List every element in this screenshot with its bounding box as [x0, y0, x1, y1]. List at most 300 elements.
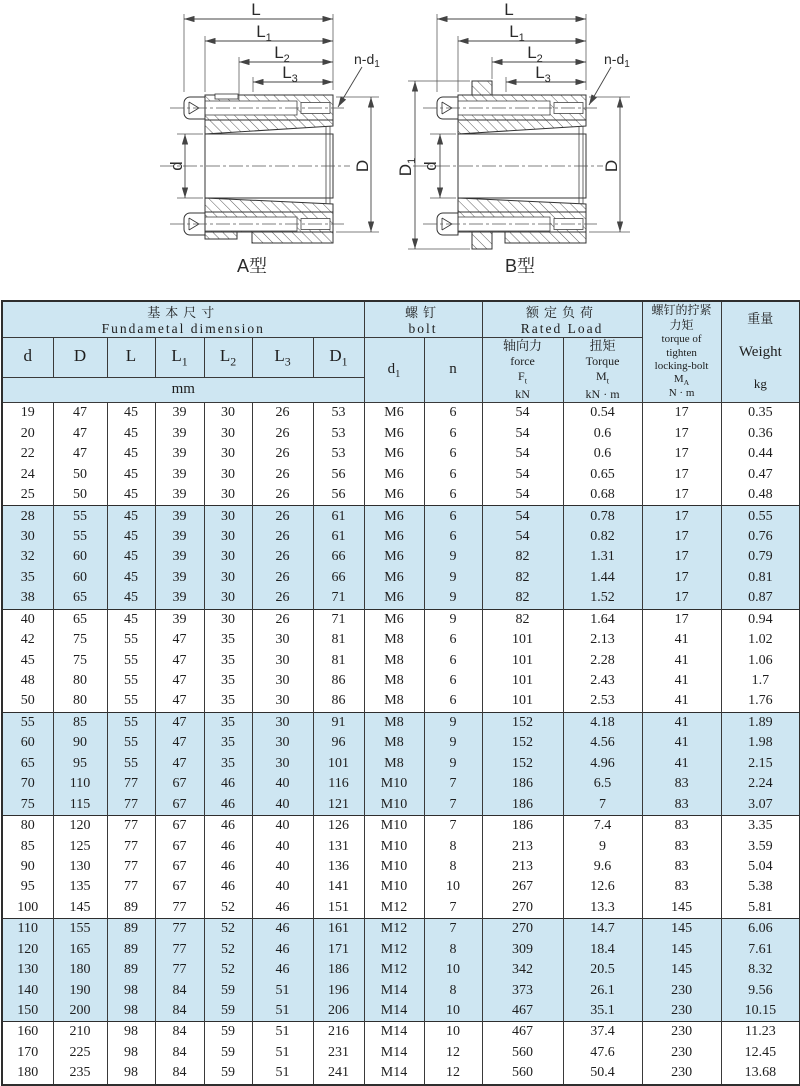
table-cell: 26 [252, 568, 313, 588]
table-cell: 77 [107, 857, 155, 877]
table-cell: 0.76 [721, 527, 800, 547]
table-cell: 17 [642, 609, 721, 630]
table-cell: M12 [364, 940, 424, 960]
table-cell: 110 [53, 774, 107, 794]
table-cell: 35 [2, 568, 53, 588]
table-cell: 150 [2, 1001, 53, 1022]
dim-label-d: d [421, 161, 440, 171]
table-cell: 55 [107, 691, 155, 712]
table-cell: 90 [53, 733, 107, 753]
section-view-b [396, 0, 630, 276]
table-cell: 9 [563, 836, 642, 856]
spec-row [2, 815, 800, 836]
table-cell: 145 [642, 919, 721, 940]
table-cell: 52 [204, 960, 252, 980]
table-cell: 52 [204, 919, 252, 940]
table-cell: 2.15 [721, 754, 800, 774]
table-cell: 85 [2, 836, 53, 856]
table-cell: 35.1 [563, 1001, 642, 1022]
table-cell: 45 [107, 527, 155, 547]
table-cell: 7.61 [721, 940, 800, 960]
table-cell: 35 [204, 754, 252, 774]
table-cell: 46 [204, 857, 252, 877]
table-cell: 39 [155, 547, 204, 567]
table-cell: 45 [2, 650, 53, 670]
table-cell: 41 [642, 712, 721, 733]
table-cell: 4.56 [563, 733, 642, 753]
table-cell: 47 [155, 754, 204, 774]
table-cell: 9 [424, 588, 482, 609]
spec-row [2, 960, 800, 980]
dim-col-header: $L_2$ [204, 338, 252, 378]
dim-label-D: D [602, 159, 621, 173]
table-cell: 241 [313, 1063, 364, 1084]
table-cell: 84 [155, 1022, 204, 1043]
table-cell: 10 [424, 1001, 482, 1022]
table-cell: 65 [2, 754, 53, 774]
table-cell: 53 [313, 444, 364, 464]
table-cell: 42 [2, 630, 53, 650]
spec-row [2, 568, 800, 588]
table-cell: 1.06 [721, 650, 800, 670]
table-cell: 84 [155, 1001, 204, 1022]
spec-row [2, 836, 800, 856]
table-cell: 71 [313, 588, 364, 609]
spec-row [2, 980, 800, 1000]
table-cell: 65 [53, 609, 107, 630]
table-cell: 3.35 [721, 815, 800, 836]
table-cell: 41 [642, 671, 721, 691]
table-cell: 6 [424, 527, 482, 547]
table-cell: 145 [642, 940, 721, 960]
spec-row [2, 919, 800, 940]
table-cell: 39 [155, 568, 204, 588]
table-cell: 46 [204, 877, 252, 897]
table-cell: 110 [2, 919, 53, 940]
table-cell: 26 [252, 444, 313, 464]
header-rated-load: 额定负荷 Rated Load [482, 301, 642, 338]
table-cell: 101 [482, 691, 563, 712]
table-cell: 1.31 [563, 547, 642, 567]
table-cell: 1.76 [721, 691, 800, 712]
unit-mm-header: mm [2, 377, 364, 402]
table-cell: 7 [424, 815, 482, 836]
table-cell: 83 [642, 815, 721, 836]
table-cell: 89 [107, 919, 155, 940]
table-cell: 25 [2, 485, 53, 506]
table-cell: 46 [204, 815, 252, 836]
table-cell: 145 [642, 898, 721, 919]
table-cell: 41 [642, 733, 721, 753]
table-cell: 75 [2, 794, 53, 815]
table-cell: 86 [313, 691, 364, 712]
table-cell: 6 [424, 464, 482, 484]
table-cell: 89 [107, 940, 155, 960]
table-cell: M12 [364, 898, 424, 919]
table-cell: 77 [155, 960, 204, 980]
table-cell: 17 [642, 424, 721, 444]
table-cell: 45 [107, 444, 155, 464]
table-cell: 0.6 [563, 424, 642, 444]
table-cell: 186 [482, 815, 563, 836]
table-cell: 8.32 [721, 960, 800, 980]
table-cell: 30 [204, 424, 252, 444]
table-cell: 35 [204, 733, 252, 753]
table-cell: 9.56 [721, 980, 800, 1000]
table-cell: 0.79 [721, 547, 800, 567]
table-cell: M10 [364, 836, 424, 856]
table-cell: 50.4 [563, 1063, 642, 1084]
table-cell: 83 [642, 794, 721, 815]
table-cell: 51 [252, 1063, 313, 1084]
table-cell: 54 [482, 527, 563, 547]
table-cell: 5.38 [721, 877, 800, 897]
spec-row [2, 485, 800, 506]
spec-row [2, 547, 800, 567]
table-cell: M6 [364, 485, 424, 506]
table-cell: 35 [204, 630, 252, 650]
table-cell: 40 [252, 794, 313, 815]
table-cell: M10 [364, 877, 424, 897]
table-cell: 30 [204, 547, 252, 567]
spec-row [2, 877, 800, 897]
table-cell: 0.48 [721, 485, 800, 506]
table-cell: 2.53 [563, 691, 642, 712]
table-cell: 85 [53, 712, 107, 733]
table-cell: 30 [204, 527, 252, 547]
table-cell: 46 [204, 794, 252, 815]
table-cell: M14 [364, 1043, 424, 1063]
table-cell: 270 [482, 919, 563, 940]
table-cell: M8 [364, 650, 424, 670]
table-cell: 186 [482, 794, 563, 815]
table-cell: 35 [204, 691, 252, 712]
table-cell: 47 [53, 403, 107, 424]
table-cell: 126 [313, 815, 364, 836]
table-cell: 13.3 [563, 898, 642, 919]
table-cell: 216 [313, 1022, 364, 1043]
table-cell: 196 [313, 980, 364, 1000]
table-cell: M8 [364, 754, 424, 774]
table-cell: 17 [642, 444, 721, 464]
table-cell: M12 [364, 919, 424, 940]
table-cell: 54 [482, 403, 563, 424]
spec-row [2, 733, 800, 753]
table-cell: 26 [252, 547, 313, 567]
table-cell: 1.89 [721, 712, 800, 733]
table-cell: 231 [313, 1043, 364, 1063]
table-cell: 0.44 [721, 444, 800, 464]
table-cell: 7 [424, 794, 482, 815]
table-cell: 55 [107, 630, 155, 650]
table-cell: 82 [482, 568, 563, 588]
table-cell: 77 [155, 919, 204, 940]
table-cell: 26 [252, 588, 313, 609]
table-cell: 77 [107, 877, 155, 897]
table-cell: M6 [364, 588, 424, 609]
table-cell: 51 [252, 1043, 313, 1063]
table-cell: 342 [482, 960, 563, 980]
table-cell: 5.04 [721, 857, 800, 877]
table-cell: 30 [252, 671, 313, 691]
table-cell: M8 [364, 712, 424, 733]
table-cell: 230 [642, 980, 721, 1000]
table-cell: 145 [53, 898, 107, 919]
spec-row [2, 506, 800, 527]
table-cell: M6 [364, 568, 424, 588]
table-cell: 60 [53, 547, 107, 567]
table-cell: 80 [2, 815, 53, 836]
table-cell: 45 [107, 547, 155, 567]
table-cell: 6 [424, 424, 482, 444]
table-cell: 30 [252, 691, 313, 712]
table-cell: 66 [313, 568, 364, 588]
table-cell: 0.65 [563, 464, 642, 484]
dim-label-D: D [353, 159, 372, 173]
table-cell: 225 [53, 1043, 107, 1063]
table-cell: 145 [642, 960, 721, 980]
table-cell: 77 [107, 794, 155, 815]
table-cell: M10 [364, 794, 424, 815]
dim-label-L1: $L_1$ [256, 22, 272, 44]
spec-row [2, 444, 800, 464]
dim-col-header: $L_3$ [252, 338, 313, 378]
table-cell: 7 [563, 794, 642, 815]
spec-row [2, 794, 800, 815]
table-cell: 11.23 [721, 1022, 800, 1043]
table-cell: 26 [252, 609, 313, 630]
table-cell: 7 [424, 919, 482, 940]
table-cell: M6 [364, 403, 424, 424]
table-cell: 180 [53, 960, 107, 980]
table-cell: 26 [252, 424, 313, 444]
table-cell: 47 [53, 444, 107, 464]
table-cell: 136 [313, 857, 364, 877]
table-cell: 6 [424, 691, 482, 712]
table-cell: 130 [53, 857, 107, 877]
table-cell: 80 [53, 671, 107, 691]
table-cell: 7 [424, 774, 482, 794]
table-cell: 0.36 [721, 424, 800, 444]
table-cell: 6 [424, 671, 482, 691]
spec-row [2, 712, 800, 733]
table-cell: 6 [424, 650, 482, 670]
table-cell: 17 [642, 464, 721, 484]
table-cell: 59 [204, 1001, 252, 1022]
table-cell: 46 [252, 919, 313, 940]
table-cell: 18.4 [563, 940, 642, 960]
table-cell: 171 [313, 940, 364, 960]
table-cell: 9 [424, 733, 482, 753]
table-cell: 41 [642, 691, 721, 712]
table-cell: 9 [424, 712, 482, 733]
table-cell: 86 [313, 671, 364, 691]
table-cell: 125 [53, 836, 107, 856]
table-cell: 116 [313, 774, 364, 794]
table-cell: M8 [364, 671, 424, 691]
bolt-col-header-d1: $d_1$ [364, 338, 424, 403]
table-cell: 50 [53, 464, 107, 484]
spec-row [2, 424, 800, 444]
table-cell: 67 [155, 877, 204, 897]
table-cell: 54 [482, 506, 563, 527]
table-cell: 30 [204, 403, 252, 424]
table-cell: 131 [313, 836, 364, 856]
dimension-table [1, 300, 800, 1086]
table-cell: 41 [642, 630, 721, 650]
table-cell: 65 [53, 588, 107, 609]
table-cell: 55 [2, 712, 53, 733]
table-cell: 560 [482, 1063, 563, 1084]
table-cell: 4.96 [563, 754, 642, 774]
table-cell: 39 [155, 588, 204, 609]
table-cell: 41 [642, 650, 721, 670]
dim-col-header: D [53, 338, 107, 378]
table-cell: 467 [482, 1022, 563, 1043]
table-cell: 30 [204, 506, 252, 527]
table-cell: 51 [252, 980, 313, 1000]
table-cell: 1.52 [563, 588, 642, 609]
table-cell: 26 [252, 506, 313, 527]
table-cell: 61 [313, 506, 364, 527]
table-cell: 84 [155, 1063, 204, 1084]
spec-row [2, 527, 800, 547]
table-cell: 98 [107, 1063, 155, 1084]
table-cell: 77 [155, 940, 204, 960]
table-cell: 46 [252, 960, 313, 980]
table-cell: 67 [155, 857, 204, 877]
table-cell: 160 [2, 1022, 53, 1043]
table-cell: 14.7 [563, 919, 642, 940]
table-cell: 17 [642, 485, 721, 506]
table-cell: 53 [313, 424, 364, 444]
table-cell: M10 [364, 815, 424, 836]
table-cell: 6 [424, 485, 482, 506]
table-cell: 2.43 [563, 671, 642, 691]
table-cell: 75 [53, 630, 107, 650]
table-cell: M8 [364, 691, 424, 712]
table-cell: 35 [204, 650, 252, 670]
spec-row [2, 630, 800, 650]
table-cell: 0.47 [721, 464, 800, 484]
table-cell: 83 [642, 877, 721, 897]
table-cell: 0.87 [721, 588, 800, 609]
table-cell: M6 [364, 444, 424, 464]
table-cell: 77 [107, 815, 155, 836]
table-cell: M12 [364, 960, 424, 980]
table-cell: 67 [155, 815, 204, 836]
header-bolt: 螺钉 bolt [364, 301, 482, 338]
dim-col-header: d [2, 338, 53, 378]
table-cell: M10 [364, 774, 424, 794]
dim-label-d: d [167, 161, 186, 171]
table-cell: 161 [313, 919, 364, 940]
table-cell: 46 [252, 940, 313, 960]
table-cell: 30 [252, 754, 313, 774]
table-cell: 6 [424, 630, 482, 650]
table-cell: 59 [204, 980, 252, 1000]
table-cell: 37.4 [563, 1022, 642, 1043]
table-cell: 101 [482, 650, 563, 670]
table-cell: 270 [482, 898, 563, 919]
table-cell: 54 [482, 464, 563, 484]
table-cell: 55 [107, 712, 155, 733]
table-cell: 55 [53, 527, 107, 547]
table-cell: 50 [2, 691, 53, 712]
table-cell: 67 [155, 774, 204, 794]
table-cell: 40 [252, 815, 313, 836]
header-torque: 扭矩 Torque $M_t$ kN · m [563, 338, 642, 403]
table-cell: 77 [107, 836, 155, 856]
table-cell: M14 [364, 1063, 424, 1084]
dim-label-L: L [251, 0, 261, 19]
spec-row [2, 754, 800, 774]
table-cell: 6.06 [721, 919, 800, 940]
spec-row [2, 1063, 800, 1084]
table-cell: 39 [155, 527, 204, 547]
table-cell: 309 [482, 940, 563, 960]
table-cell: 39 [155, 485, 204, 506]
table-cell: 17 [642, 568, 721, 588]
table-cell: 83 [642, 836, 721, 856]
table-cell: 9.6 [563, 857, 642, 877]
table-cell: 10 [424, 877, 482, 897]
table-cell: 0.82 [563, 527, 642, 547]
table-cell: 210 [53, 1022, 107, 1043]
table-cell: 52 [204, 898, 252, 919]
table-cell: 115 [53, 794, 107, 815]
table-cell: 17 [642, 403, 721, 424]
table-cell: 17 [642, 527, 721, 547]
spec-row [2, 691, 800, 712]
table-cell: 101 [482, 671, 563, 691]
dim-label-nd1: $n-d_1$ [354, 51, 380, 70]
table-cell: 51 [252, 1022, 313, 1043]
table-cell: 54 [482, 424, 563, 444]
table-cell: 47.6 [563, 1043, 642, 1063]
table-cell: 55 [53, 506, 107, 527]
table-cell: 45 [107, 485, 155, 506]
table-cell: 180 [2, 1063, 53, 1084]
table-cell: 71 [313, 609, 364, 630]
table-cell: 152 [482, 712, 563, 733]
table-cell: 82 [482, 609, 563, 630]
table-cell: 206 [313, 1001, 364, 1022]
table-cell: 9 [424, 568, 482, 588]
table-cell: 82 [482, 588, 563, 609]
table-cell: 40 [252, 774, 313, 794]
table-cell: 1.64 [563, 609, 642, 630]
table-cell: 98 [107, 1043, 155, 1063]
table-cell: 26 [252, 464, 313, 484]
table-cell: 98 [107, 1022, 155, 1043]
table-cell: 45 [107, 506, 155, 527]
table-cell: 60 [53, 568, 107, 588]
dim-col-header: $D_1$ [313, 338, 364, 378]
table-cell: 101 [482, 630, 563, 650]
table-cell: 32 [2, 547, 53, 567]
table-cell: 55 [107, 754, 155, 774]
table-cell: 121 [313, 794, 364, 815]
table-cell: 0.55 [721, 506, 800, 527]
spec-row [2, 403, 800, 424]
table-cell: 39 [155, 506, 204, 527]
table-cell: 100 [2, 898, 53, 919]
table-cell: 89 [107, 898, 155, 919]
table-cell: 17 [642, 506, 721, 527]
spec-row [2, 1001, 800, 1022]
table-cell: 45 [107, 403, 155, 424]
